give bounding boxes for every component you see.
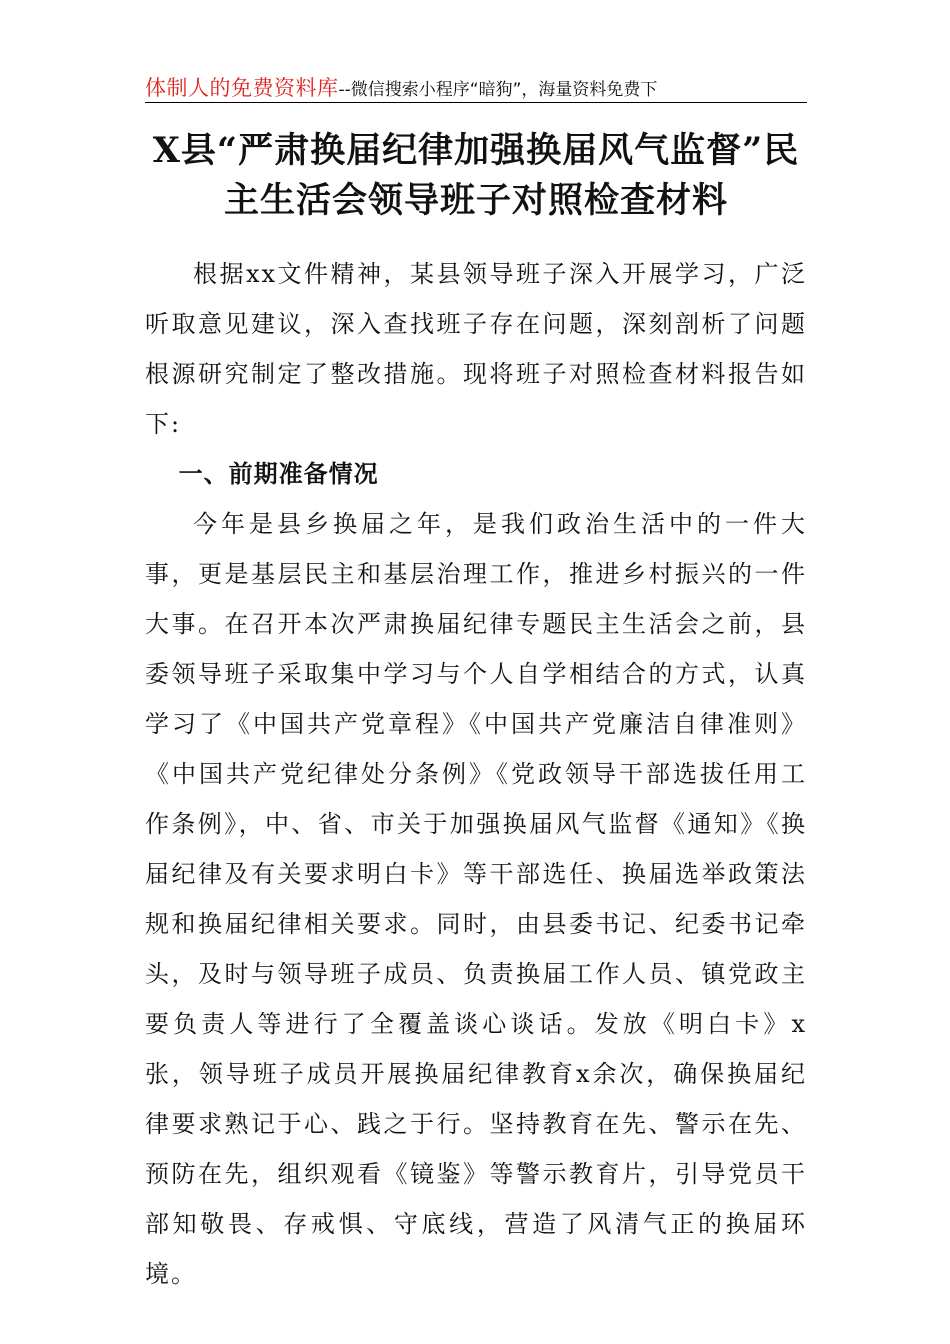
header-tagline: --微信搜索小程序“暗狗”，海量资料免费下	[338, 80, 658, 100]
intro-paragraph: 根据xx文件精神，某县领导班子深入开展学习，广泛听取意见建议，深入查找班子存在问题，深刻剖析了问题根源研究制定了整改措施。现将班子对照检查材料报告如下:	[145, 260, 807, 438]
page-header	[145, 72, 807, 103]
document-title: X县“严肃换届纪律加强换届风气监督”民主生活会领导班子对照检查材料	[152, 130, 800, 221]
document-body	[145, 249, 807, 1299]
section-paragraph: 今年是县乡换届之年，是我们政治生活中的一件大事，更是基层民主和基层治理工作，推进乡村振兴的一件大事。在召开本次严肃换届纪律专题民主生活会之前，县委领导班子采取集中学习与个人自学相结合的方式，认真学习了《中国共产党章程》《中国共产党廉洁自律准则》《中国共产党纪律处分条例》《党政领导干部选拔任用工作条例》，中、省、市关于加强换届风气监督《通知》《换届纪律及有关要求明白卡》等干部选任、换届选举政策法规和换届纪律相关要求。同时，由县委书记、纪委书记牵头，及时与领导班子成员、负责换届工作人员、镇党政主要负责人等进行了全覆盖谈心谈话。发放《明白卡》x张，领导班子成员开展换届纪律教育x余次，确保换届纪律要求熟记于心、践之于行。坚持教育在先、警示在先、预防在先，组织观看《镜鉴》等警示教育片，引导党员干部知敬畏、存戒惧、守底线，营造了风清气正的换届环境。	[145, 510, 807, 1288]
header-brand: 体制人的免费资料库	[145, 76, 339, 100]
section-heading: 一、前期准备情况	[178, 459, 379, 488]
